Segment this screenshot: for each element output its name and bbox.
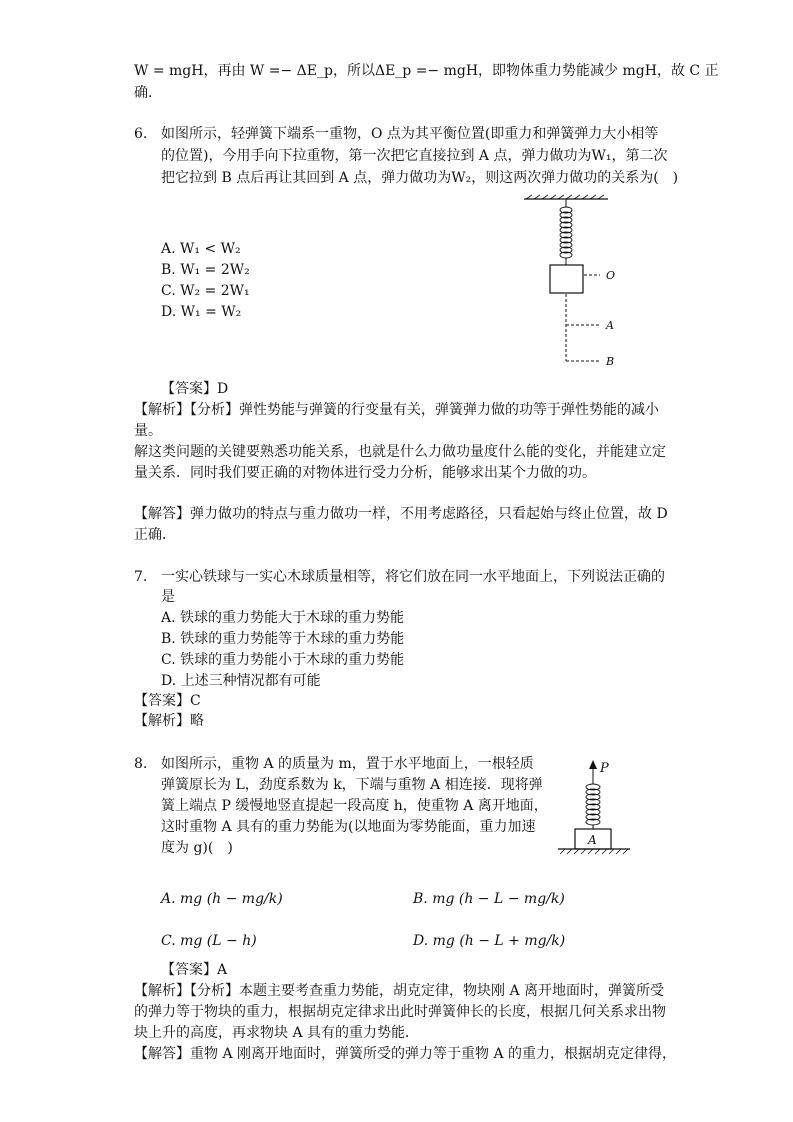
q8-option-c: C. mg (L − h) [161,933,257,949]
q6-answer: 【答案】D [161,381,229,397]
q6-solution-line-2: 正确． [134,527,176,543]
q6-stem-line-2: 的位置)，今用手向下拉重物，第一次把它直接拉到 A 点，弹力做功为W₁，第二次 [161,148,668,164]
q6-analysis-line-3: 解这类问题的关键要熟悉功能关系，也就是什么力做功量度什么能的变化，并能建立定 [134,444,666,460]
q8-number: 8. [134,756,148,772]
q8-stem-line-1: 如图所示，重物 A 的质量为 m，置于水平地面上，一根轻质 [161,756,534,772]
q7-option-a: A. 铁球的重力势能大于木球的重力势能 [161,610,405,626]
q6-option-c: C. W₂ = 2W₁ [161,283,250,299]
q7-option-b: B. 铁球的重力势能等于木球的重力势能 [161,631,405,647]
q7-stem-line-1: 一实心铁球与一实心木球质量相等，将它们放在同一水平地面上，下列说法正确的 [161,569,665,585]
q8-option-b: B. mg (h − L − mg/k) [413,891,565,907]
q8-spring-block-diagram [556,756,636,860]
q7-analysis: 【解析】略 [134,713,204,729]
q6-number: 6. [134,126,148,142]
prev-line-1: W = mgH，再由 W =− ΔE_p，所以ΔE_p =− mgH，即物体重力势能减少 mgH，故 C 正 [134,63,719,79]
q8-label-a: A [588,833,597,847]
q8-option-d: D. mg (h − L + mg/k) [413,933,566,949]
q8-stem-line-2: 弹簧原长为 L，劲度系数为 k，下端与重物 A 相连接．现将弹 [161,777,543,793]
q8-solution-line-1: 【解答】重物 A 刚离开地面时，弹簧所受的弹力等于重物 A 的重力，根据胡克定律得， [134,1046,677,1062]
q8-stem-line-3: 簧上端点 P 缓慢地竖直提起一段高度 h，使重物 A 离开地面， [161,798,548,814]
q8-option-a: A. mg (h − mg/k) [161,891,283,907]
q8-stem-line-4: 这时重物 A 具有的重力势能为(以地面为零势能面，重力加速 [161,819,536,835]
q8-analysis-line-3: 块上升的高度，再求物块 A 具有的重力势能． [134,1025,420,1041]
q6-option-b: B. W₁ = 2W₂ [161,262,250,278]
q6-option-a: A. W₁ < W₂ [161,241,241,257]
q8-label-p: P [600,761,609,776]
prev-line-2: 确． [134,85,162,101]
q6-analysis-line-2: 量。 [134,423,162,439]
q6-spring-diagram [520,195,630,375]
q6-label-o: O [606,269,616,282]
q6-stem-line-1: 如图所示，轻弹簧下端系一重物，O 点为其平衡位置(即重力和弹簧弹力大小相等 [161,126,659,142]
q8-analysis-line-1: 【解析】【分析】本题主要考查重力势能，胡克定律，物块刚 A 离开地面时，弹簧所受 [134,983,665,999]
q7-answer: 【答案】C [134,693,201,709]
q8-stem-line-5: 度为 g)( ) [161,840,233,856]
q8-analysis-line-2: 的弹力等于物块的重力，根据胡克定律求出此时弹簧伸长的长度，根据几何关系求出物 [134,1004,666,1020]
q7-option-c: C. 铁球的重力势能小于木球的重力势能 [161,652,405,668]
q6-label-a: A [606,319,614,332]
q8-answer: 【答案】A [161,962,228,978]
q6-analysis-line-4: 量关系．同时我们要正确的对物体进行受力分析，能够求出某个力做的功。 [134,465,596,481]
q6-analysis-line-1: 【解析】【分析】弹性势能与弹簧的行变量有关，弹簧弹力做的功等于弹性势能的减小 [134,402,659,418]
q7-option-d: D. 上述三种情况都有可能 [161,673,321,689]
q6-solution-line-1: 【解答】弹力做功的特点与重力做功一样，不用考虑路径，只看起始与终止位置，故 D [134,506,668,522]
q7-number: 7. [134,569,148,585]
q6-option-d: D. W₁ = W₂ [161,304,242,320]
q6-label-b: B [606,355,615,368]
q7-stem-line-2: 是 [161,589,175,605]
q6-stem-line-3: 把它拉到 B 点后再让其回到 A 点，弹力做功为W₂，则这两次弹力做功的关系为( ) [161,170,679,186]
